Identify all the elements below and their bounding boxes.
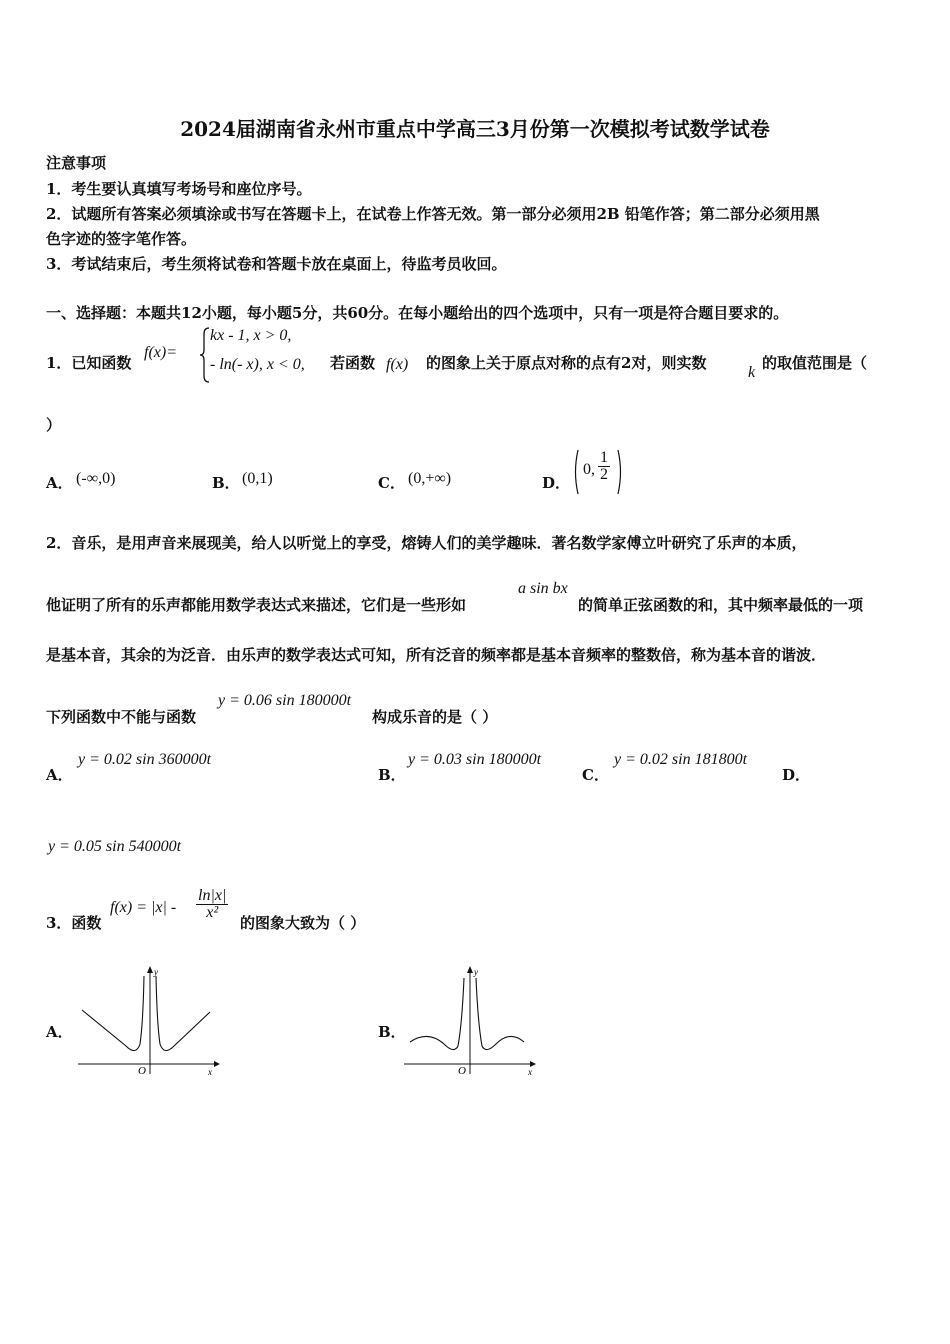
q1-rest: 的图象上关于原点对称的点有2对，则实数 [426, 354, 707, 372]
origin-label: O [458, 1065, 466, 1077]
q1-k: k [748, 364, 756, 381]
q1-case2: - ln(- x), x < 0, [210, 356, 305, 373]
x-axis-label: x [208, 1067, 212, 1077]
y-axis-arrow-icon [467, 966, 473, 973]
q3-option-a-label: A． [46, 1023, 73, 1041]
curve-right [156, 976, 210, 1051]
q1-tail: 的取值范围是（ [762, 354, 868, 372]
q2-line4-expr: y = 0.06 sin 180000t [218, 692, 352, 709]
q3-fx: f(x) = |x| - [110, 899, 177, 916]
q2-line1: 2．音乐，是用声音来展现美，给人以听觉上的享受，熔铸人们的美学趣味．著名数学家傅立叶研究了乐声的本质， [46, 534, 807, 552]
curve-left [82, 976, 144, 1051]
fraction-denominator: x² [206, 904, 219, 921]
q3-tail: 的图象大致为（ ） [240, 914, 366, 932]
q2-line4-a: 下列函数中不能与函数 [46, 708, 197, 726]
q2-option-a-value: y = 0.02 sin 360000t [78, 751, 212, 768]
q2-line2-b: 的简单正弦函数的和，其中频率最低的一项 [578, 596, 864, 614]
fraction-numerator: 1 [600, 449, 608, 466]
q1-option-d-pre: 0, [583, 461, 595, 478]
q2-option-a-label: A． [46, 766, 73, 784]
q1-lead: 1．已知函数 [46, 354, 132, 372]
page-title: 2024届湖南省永州市重点中学高三3月份第一次模拟考试数学试卷 [180, 117, 770, 141]
q3-lead: 3．函数 [46, 914, 102, 932]
q1-option-c-value: (0,+∞) [408, 470, 452, 487]
q3-fraction [196, 888, 228, 921]
q2-line4-b: 构成乐音的是（ ） [372, 708, 498, 726]
q1-option-a-value: (-∞,0) [76, 470, 116, 487]
q2-line3: 是基本音，其余的为泛音．由乐声的数学表达式可知，所有泛音的频率都是基本音频率的整数倍，称为基本音的谐波． [46, 646, 827, 664]
fraction-numerator: ln|x| [198, 887, 227, 904]
q1-case1: kx - 1, x > 0, [210, 327, 292, 344]
origin-label: O [138, 1065, 146, 1077]
q2-line2-a: 他证明了所有的乐声都能用数学表达式来描述，它们是一些形如 [46, 596, 467, 614]
notice-item: 1．考生要认真填写考场号和座位序号。 [46, 180, 312, 198]
q1-option-d-fraction [598, 450, 610, 483]
q3-graph-a [74, 964, 220, 1078]
curve-left [410, 978, 464, 1050]
notice-item: 色字迹的签字笔作答。 [46, 230, 197, 248]
q1-option-c-label: C． [378, 474, 405, 492]
q2-option-c-label: C． [582, 766, 609, 784]
q2-option-b-label: B． [378, 766, 406, 784]
notice-item: 2．试题所有答案必须填涂或书写在答题卡上，在试卷上作答无效。第一部分必须用2B 铅笔作答；第二部分必须用黑 [46, 205, 820, 223]
fraction-denominator: 2 [600, 466, 608, 483]
section-heading: 一、选择题：本题共12小题，每小题5分，共60分。在每小题给出的四个选项中，只有一项是符合题目要求的。 [46, 304, 789, 322]
q2-option-c-value: y = 0.02 sin 181800t [614, 751, 748, 768]
q1-option-a-label: A． [46, 474, 73, 492]
curve-right [476, 978, 524, 1050]
q1-mid: 若函数 [330, 354, 376, 372]
notice-heading: 注意事项 [46, 154, 107, 172]
q3-graph-b [400, 964, 546, 1078]
y-axis-label: y [474, 967, 478, 977]
q1-option-b-label: B． [212, 474, 240, 492]
notice-item: 3．考试结束后，考生须将试卷和答题卡放在桌面上，待监考员收回。 [46, 255, 507, 273]
q1-fx: f(x)= [144, 344, 177, 361]
q1-option-b-value: (0,1) [242, 470, 273, 487]
q1-close: ） [46, 416, 62, 434]
y-axis-arrow-icon [147, 966, 153, 973]
q1-fx2: f(x) [386, 356, 409, 373]
x-axis-arrow-icon [214, 1061, 220, 1067]
q2-option-d-label: D． [782, 766, 811, 784]
y-axis-label: y [154, 967, 158, 977]
q2-line2-expr: a sin bx [518, 580, 568, 597]
q3-option-b-label: B． [378, 1023, 406, 1041]
q2-option-b-value: y = 0.03 sin 180000t [408, 751, 542, 768]
q1-option-d-label: D． [542, 474, 571, 492]
q2-option-d-value: y = 0.05 sin 540000t [48, 838, 182, 855]
x-axis-label: x [528, 1067, 532, 1077]
